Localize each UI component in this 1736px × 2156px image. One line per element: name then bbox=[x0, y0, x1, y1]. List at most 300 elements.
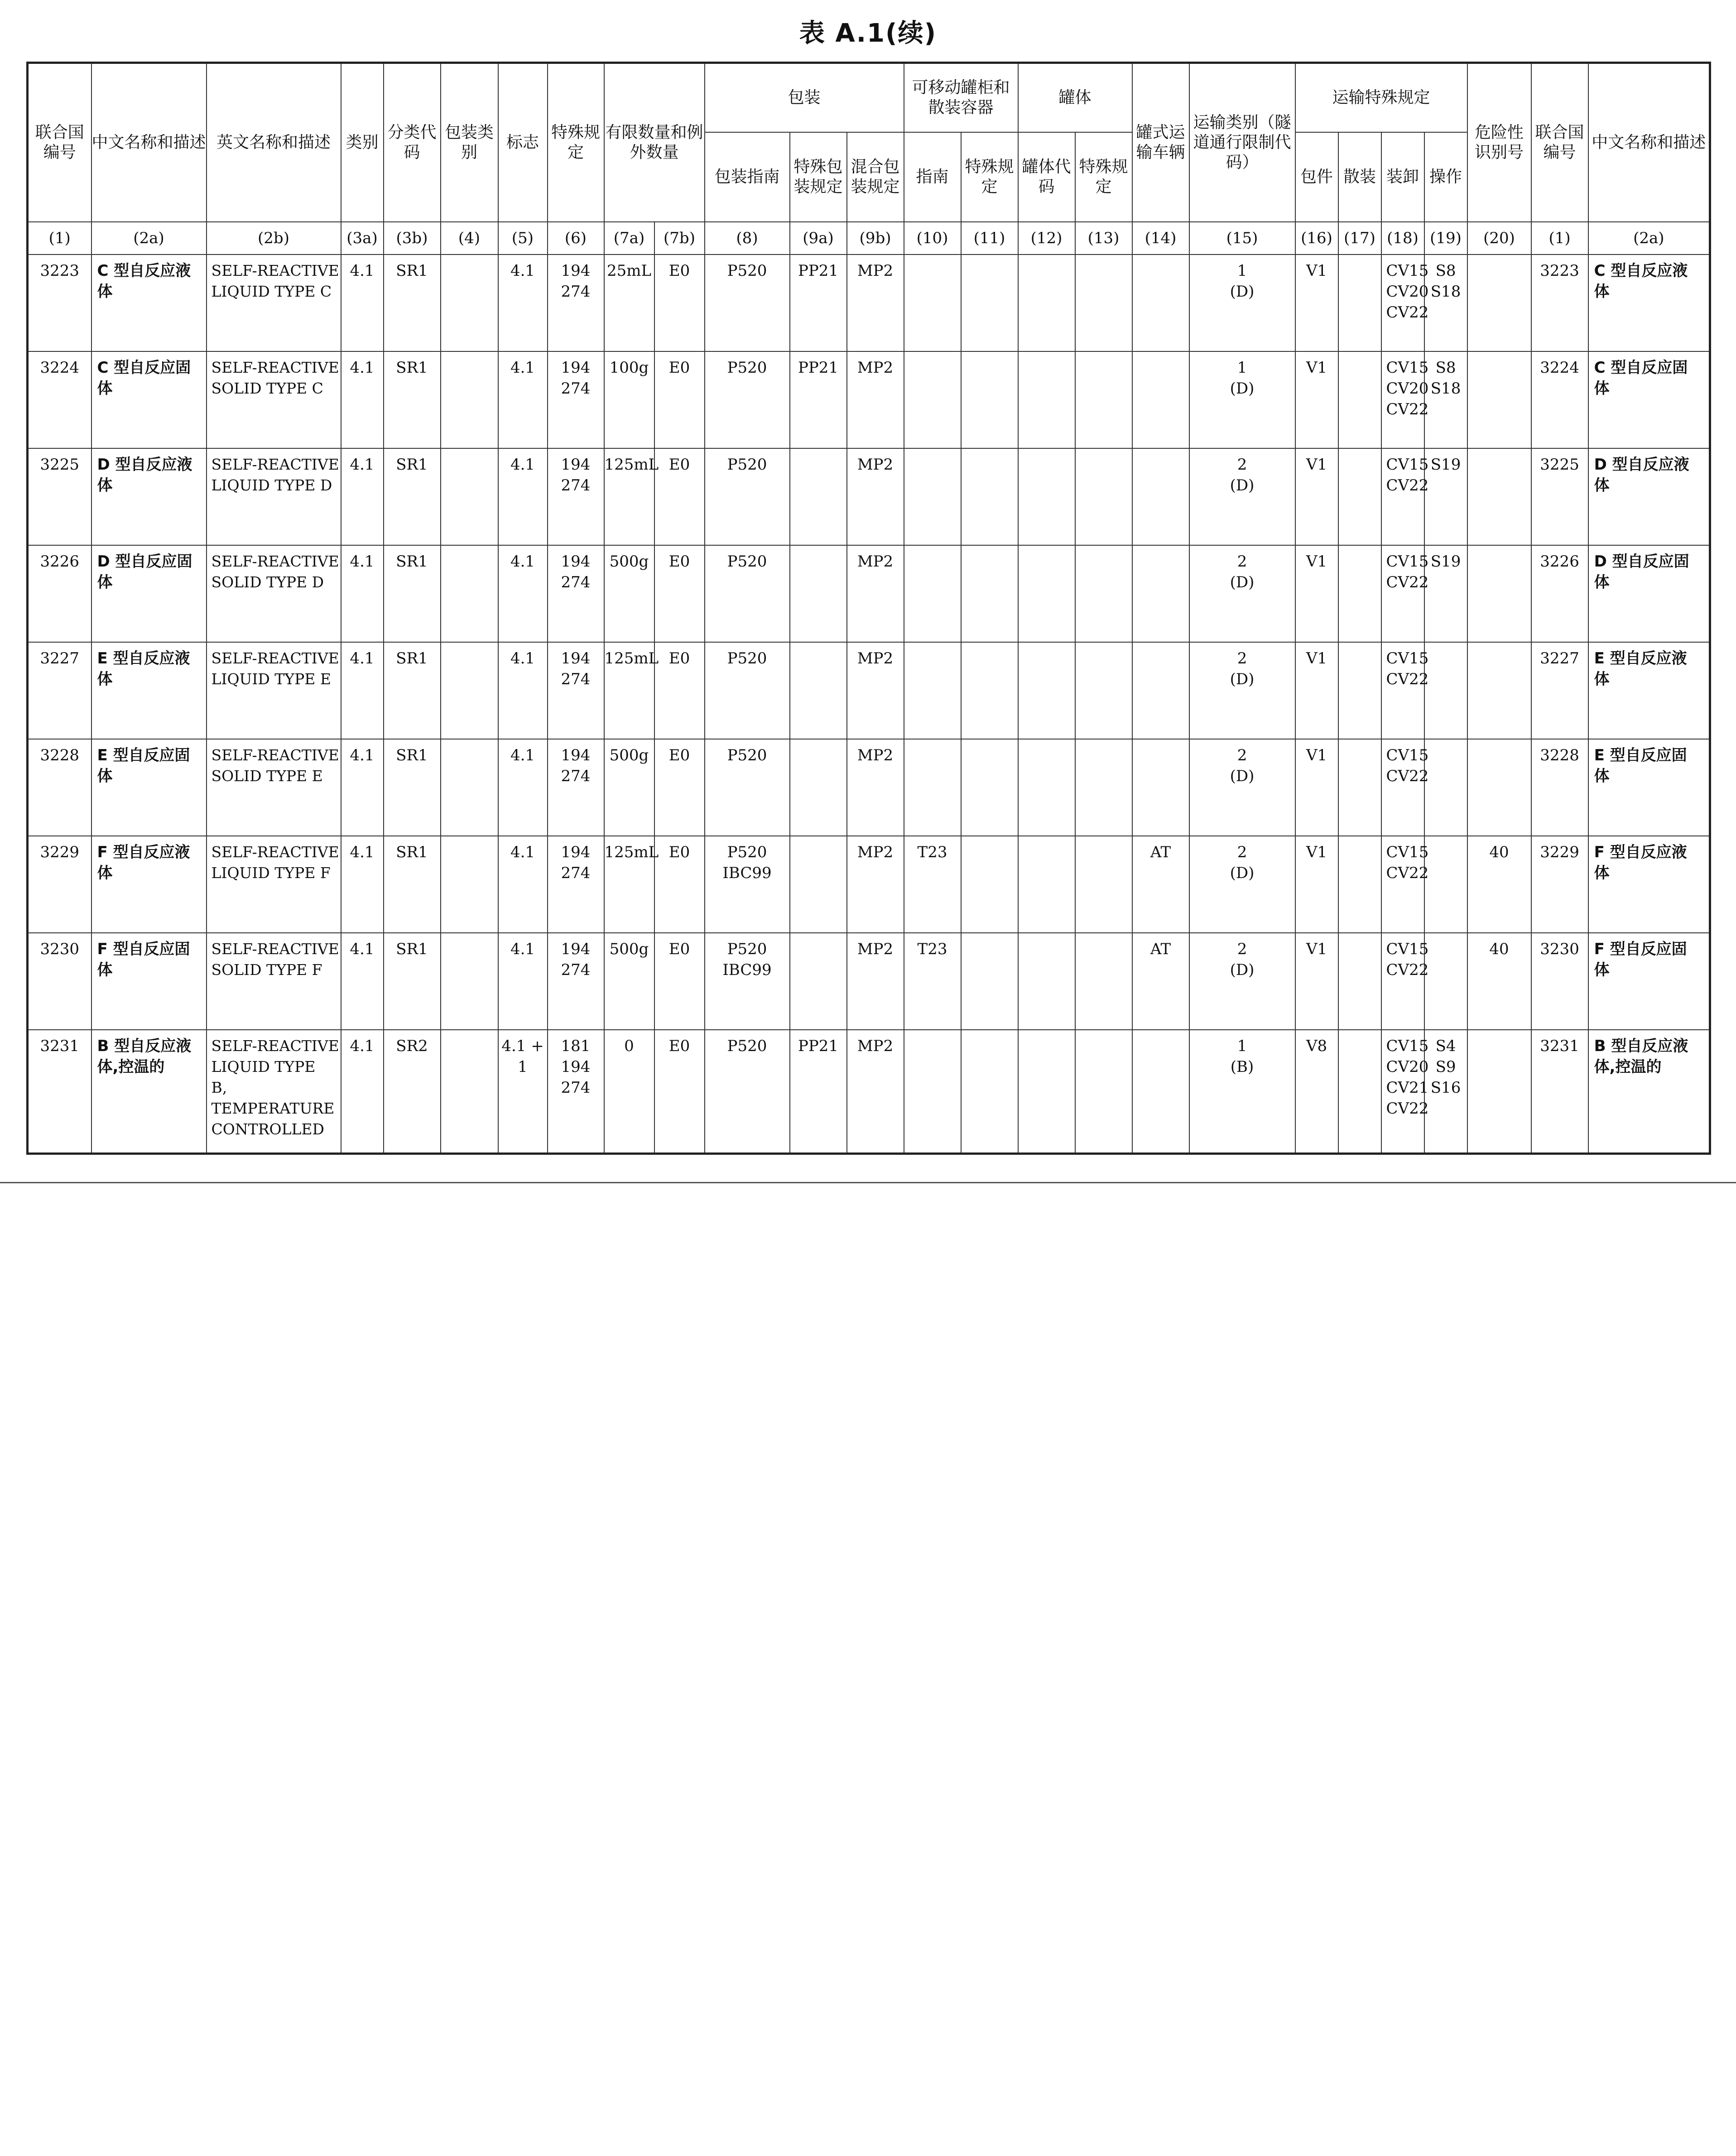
header-ts-operation: 操作 bbox=[1424, 132, 1467, 222]
special-provisions-cell bbox=[548, 933, 604, 1030]
name-en-cell bbox=[207, 448, 341, 545]
excepted-quantity-cell: E0 bbox=[654, 545, 705, 642]
cell-line: (D) bbox=[1230, 379, 1255, 398]
special-provisions-cell bbox=[548, 448, 604, 545]
cell-line: 4.1 bbox=[510, 359, 535, 377]
header-mixed-packing: 混合包装规定 bbox=[847, 132, 904, 222]
ts-bulk-cell bbox=[1338, 933, 1381, 1030]
cell-line: 2 bbox=[1237, 456, 1247, 474]
column-number: (1) bbox=[28, 222, 91, 254]
label-cell bbox=[498, 254, 548, 351]
special-provisions-cell bbox=[548, 545, 604, 642]
un-number-right-cell: 3228 bbox=[1531, 739, 1588, 836]
cell-line: B 型自反应液 bbox=[1594, 1037, 1688, 1055]
page-bottom-rule bbox=[0, 1182, 1736, 1183]
table-row bbox=[28, 933, 1710, 1030]
cell-line: LIQUID TYPE E bbox=[211, 670, 331, 688]
class-code-cell: SR1 bbox=[384, 545, 441, 642]
special-provisions-cell bbox=[548, 254, 604, 351]
packing-instruction-cell bbox=[705, 933, 790, 1030]
header-name-zh: 中文名称和描述 bbox=[91, 63, 207, 222]
header-pack-instructions: 包装指南 bbox=[705, 132, 790, 222]
tank-vehicle-cell bbox=[1132, 739, 1189, 836]
un-number-cell: 3231 bbox=[28, 1030, 91, 1154]
class-cell: 4.1 bbox=[341, 254, 384, 351]
cell-line: 274 bbox=[561, 283, 591, 301]
cell-line: P520 bbox=[727, 843, 767, 861]
cell-line: (D) bbox=[1230, 767, 1255, 785]
table-row bbox=[28, 739, 1710, 836]
un-number-right-cell: 3229 bbox=[1531, 836, 1588, 933]
cell-line: LIQUID TYPE F bbox=[211, 864, 331, 882]
excepted-quantity-cell: E0 bbox=[654, 642, 705, 739]
column-number: (11) bbox=[961, 222, 1018, 254]
header-packaging: 包装 bbox=[705, 63, 904, 133]
cell-line: CV22 bbox=[1386, 1100, 1429, 1118]
cell-line: CV15 bbox=[1386, 262, 1429, 280]
dangerous-goods-table bbox=[26, 62, 1711, 1155]
limited-quantity-cell: 125mL bbox=[604, 448, 654, 545]
name-en-cell bbox=[207, 739, 341, 836]
packing-group-cell bbox=[441, 545, 498, 642]
ts-operation-cell bbox=[1424, 933, 1467, 1030]
cell-line: S4 bbox=[1435, 1037, 1456, 1055]
ts-operation-cell bbox=[1424, 448, 1467, 545]
ts-package-cell: V1 bbox=[1295, 254, 1338, 351]
packing-group-cell bbox=[441, 836, 498, 933]
header-transport-special: 运输特殊规定 bbox=[1295, 63, 1467, 133]
table-row bbox=[28, 642, 1710, 739]
name-en-cell bbox=[207, 642, 341, 739]
hazard-id-cell bbox=[1467, 448, 1531, 545]
column-number: (12) bbox=[1018, 222, 1075, 254]
name-zh-right-cell bbox=[1588, 933, 1710, 1030]
portable-tank-special-cell bbox=[961, 545, 1018, 642]
portable-tank-special-cell bbox=[961, 1030, 1018, 1154]
name-zh-right-cell bbox=[1588, 836, 1710, 933]
column-number: (4) bbox=[441, 222, 498, 254]
transport-category-cell bbox=[1189, 351, 1295, 448]
header-tank-code: 罐体代码 bbox=[1018, 132, 1075, 222]
cell-line: LIQUID TYPE D bbox=[211, 476, 332, 494]
cell-line: 体 bbox=[97, 670, 113, 688]
cell-line: SELF-REACTIVE bbox=[211, 552, 339, 570]
transport-category-cell bbox=[1189, 933, 1295, 1030]
header-tank-vehicle: 罐式运输车辆 bbox=[1132, 63, 1189, 222]
portable-tank-special-cell bbox=[961, 351, 1018, 448]
mixed-packing-cell: MP2 bbox=[847, 739, 904, 836]
packing-instruction-cell bbox=[705, 642, 790, 739]
cell-line: LIQUID TYPE bbox=[211, 1058, 316, 1076]
cell-line: 体 bbox=[1594, 961, 1610, 979]
cell-line: 体 bbox=[1594, 379, 1610, 398]
header-ts-bulk: 散装 bbox=[1338, 132, 1381, 222]
cell-line: (D) bbox=[1230, 573, 1255, 591]
cell-line: SELF-REACTIVE bbox=[211, 1037, 339, 1055]
cell-line: SOLID TYPE C bbox=[211, 379, 323, 397]
cell-line: P520 bbox=[727, 552, 767, 571]
cell-line: 体 bbox=[97, 573, 113, 591]
cell-line: CV15 bbox=[1386, 940, 1429, 958]
cell-line: 274 bbox=[561, 961, 591, 979]
table-row bbox=[28, 351, 1710, 448]
cell-line: S18 bbox=[1430, 283, 1461, 301]
cell-line: F 型自反应液 bbox=[97, 843, 190, 861]
packing-instruction-cell bbox=[705, 254, 790, 351]
cell-line: 1 bbox=[1237, 1037, 1247, 1055]
cell-line: 4.1 bbox=[510, 746, 535, 764]
header-name-zh-right: 中文名称和描述 bbox=[1588, 63, 1710, 222]
column-number: (3a) bbox=[341, 222, 384, 254]
cell-line: CV15 bbox=[1386, 456, 1429, 474]
portable-tank-special-cell bbox=[961, 448, 1018, 545]
ts-operation-cell bbox=[1424, 642, 1467, 739]
class-cell: 4.1 bbox=[341, 739, 384, 836]
special-packing-cell: PP21 bbox=[790, 1030, 847, 1154]
transport-category-cell bbox=[1189, 254, 1295, 351]
cell-line: SOLID TYPE D bbox=[211, 573, 324, 591]
class-cell: 4.1 bbox=[341, 448, 384, 545]
excepted-quantity-cell: E0 bbox=[654, 351, 705, 448]
tank-vehicle-cell bbox=[1132, 351, 1189, 448]
class-code-cell: SR1 bbox=[384, 933, 441, 1030]
un-number-cell: 3229 bbox=[28, 836, 91, 933]
cell-line: CV21 bbox=[1386, 1079, 1429, 1097]
limited-quantity-cell: 125mL bbox=[604, 836, 654, 933]
cell-line: 体 bbox=[1594, 476, 1610, 495]
cell-line: S19 bbox=[1430, 552, 1461, 571]
ts-bulk-cell bbox=[1338, 351, 1381, 448]
tank-code-cell bbox=[1018, 545, 1075, 642]
packing-instruction-cell bbox=[705, 739, 790, 836]
class-code-cell: SR1 bbox=[384, 739, 441, 836]
ts-loading-cell bbox=[1381, 254, 1429, 351]
un-number-right-cell: 3225 bbox=[1531, 448, 1588, 545]
column-number: (18) bbox=[1381, 222, 1424, 254]
column-number: (2a) bbox=[1588, 222, 1710, 254]
column-number: (19) bbox=[1424, 222, 1467, 254]
header-tank-special: 特殊规定 bbox=[1075, 132, 1132, 222]
column-number: (6) bbox=[548, 222, 604, 254]
tank-code-cell bbox=[1018, 836, 1075, 933]
class-cell: 4.1 bbox=[341, 351, 384, 448]
cell-line: D 型自反应固 bbox=[1594, 552, 1689, 571]
cell-line: 2 bbox=[1237, 552, 1247, 571]
cell-line: 194 bbox=[561, 359, 591, 377]
cell-line: P520 bbox=[727, 649, 767, 667]
cell-line: S18 bbox=[1430, 379, 1461, 398]
portable-tank-special-cell bbox=[961, 254, 1018, 351]
ts-loading-cell bbox=[1381, 448, 1429, 545]
header-class-code: 分类代码 bbox=[384, 63, 441, 222]
excepted-quantity-cell: E0 bbox=[654, 1030, 705, 1154]
mixed-packing-cell: MP2 bbox=[847, 254, 904, 351]
un-number-right-cell: 3223 bbox=[1531, 254, 1588, 351]
cell-line: (D) bbox=[1230, 476, 1255, 495]
cell-line: (D) bbox=[1230, 670, 1255, 688]
cell-line: C 型自反应固 bbox=[1594, 359, 1688, 377]
table-row bbox=[28, 836, 1710, 933]
ts-loading-cell bbox=[1381, 1030, 1429, 1154]
mixed-packing-cell: MP2 bbox=[847, 448, 904, 545]
excepted-quantity-cell: E0 bbox=[654, 448, 705, 545]
ts-bulk-cell bbox=[1338, 1030, 1381, 1154]
cell-line: 4.1 bbox=[510, 262, 535, 280]
portable-tank-instruction-cell bbox=[904, 254, 961, 351]
transport-category-cell bbox=[1189, 642, 1295, 739]
special-provisions-cell bbox=[548, 1030, 604, 1154]
label-cell bbox=[498, 739, 548, 836]
cell-line: CV22 bbox=[1386, 670, 1429, 688]
tank-vehicle-cell bbox=[1132, 1030, 1189, 1154]
cell-line: 4.1 bbox=[510, 552, 535, 571]
un-number-cell: 3225 bbox=[28, 448, 91, 545]
cell-line: 194 bbox=[561, 940, 591, 958]
un-number-cell: 3226 bbox=[28, 545, 91, 642]
cell-line: 体 bbox=[1594, 283, 1610, 301]
portable-tank-instruction-cell bbox=[904, 642, 961, 739]
ts-operation-cell bbox=[1424, 739, 1467, 836]
cell-line: P520 bbox=[727, 262, 767, 280]
cell-line: 274 bbox=[561, 1079, 591, 1097]
limited-quantity-cell: 500g bbox=[604, 545, 654, 642]
label-cell bbox=[498, 933, 548, 1030]
column-number: (5) bbox=[498, 222, 548, 254]
un-number-cell: 3224 bbox=[28, 351, 91, 448]
cell-line: 体 bbox=[1594, 864, 1610, 882]
portable-tank-instruction-cell bbox=[904, 739, 961, 836]
special-provisions-cell bbox=[548, 739, 604, 836]
name-zh-cell bbox=[91, 642, 207, 739]
special-packing-cell bbox=[790, 739, 847, 836]
ts-operation-cell bbox=[1424, 254, 1467, 351]
column-number: (3b) bbox=[384, 222, 441, 254]
ts-package-cell: V1 bbox=[1295, 448, 1338, 545]
ts-bulk-cell bbox=[1338, 836, 1381, 933]
class-cell: 4.1 bbox=[341, 545, 384, 642]
hazard-id-cell: 40 bbox=[1467, 836, 1531, 933]
column-number: (7b) bbox=[654, 222, 705, 254]
cell-line: C 型自反应液 bbox=[1594, 262, 1688, 280]
class-code-cell: SR1 bbox=[384, 351, 441, 448]
column-number: (15) bbox=[1189, 222, 1295, 254]
ts-package-cell: V1 bbox=[1295, 642, 1338, 739]
mixed-packing-cell: MP2 bbox=[847, 351, 904, 448]
cell-line: D 型自反应液 bbox=[1594, 456, 1689, 474]
label-cell bbox=[498, 448, 548, 545]
header-transport-category: 运输类别（隧道通行限制代码） bbox=[1189, 63, 1295, 222]
tank-vehicle-cell bbox=[1132, 545, 1189, 642]
tank-special-cell bbox=[1075, 448, 1132, 545]
column-number: (14) bbox=[1132, 222, 1189, 254]
un-number-cell: 3230 bbox=[28, 933, 91, 1030]
cell-line: 2 bbox=[1237, 746, 1247, 764]
cell-line: 体 bbox=[97, 476, 113, 495]
transport-category-cell bbox=[1189, 739, 1295, 836]
special-packing-cell bbox=[790, 836, 847, 933]
class-code-cell: SR1 bbox=[384, 448, 441, 545]
cell-line: F 型自反应液 bbox=[1594, 843, 1687, 861]
hazard-id-cell bbox=[1467, 739, 1531, 836]
class-cell: 4.1 bbox=[341, 1030, 384, 1154]
cell-line: S19 bbox=[1430, 456, 1461, 474]
portable-tank-special-cell bbox=[961, 739, 1018, 836]
name-en-cell bbox=[207, 836, 341, 933]
un-number-right-cell: 3231 bbox=[1531, 1030, 1588, 1154]
cell-line: 1 bbox=[1237, 359, 1247, 377]
hazard-id-cell bbox=[1467, 545, 1531, 642]
limited-quantity-cell: 25mL bbox=[604, 254, 654, 351]
transport-category-cell bbox=[1189, 836, 1295, 933]
cell-line: E 型自反应固 bbox=[1594, 746, 1687, 764]
column-number: (8) bbox=[705, 222, 790, 254]
portable-tank-instruction-cell bbox=[904, 448, 961, 545]
column-number: (20) bbox=[1467, 222, 1531, 254]
mixed-packing-cell: MP2 bbox=[847, 933, 904, 1030]
column-number: (1) bbox=[1531, 222, 1588, 254]
portable-tank-special-cell bbox=[961, 642, 1018, 739]
cell-line: CV22 bbox=[1386, 961, 1429, 979]
cell-line: (D) bbox=[1230, 864, 1255, 882]
cell-line: SOLID TYPE F bbox=[211, 961, 322, 979]
tank-code-cell bbox=[1018, 933, 1075, 1030]
name-zh-right-cell bbox=[1588, 545, 1710, 642]
tank-code-cell bbox=[1018, 448, 1075, 545]
limited-quantity-cell: 125mL bbox=[604, 642, 654, 739]
name-zh-cell bbox=[91, 1030, 207, 1154]
ts-operation-cell bbox=[1424, 351, 1467, 448]
ts-bulk-cell bbox=[1338, 254, 1381, 351]
cell-line: CV22 bbox=[1386, 864, 1429, 882]
ts-bulk-cell bbox=[1338, 739, 1381, 836]
ts-bulk-cell bbox=[1338, 642, 1381, 739]
packing-instruction-cell bbox=[705, 836, 790, 933]
cell-line: CV20 bbox=[1386, 283, 1429, 301]
cell-line: P520 bbox=[727, 940, 767, 958]
header-packing-group: 包装类别 bbox=[441, 63, 498, 222]
un-number-right-cell: 3226 bbox=[1531, 545, 1588, 642]
ts-loading-cell bbox=[1381, 933, 1429, 1030]
column-number: (16) bbox=[1295, 222, 1338, 254]
cell-line: E 型自反应固 bbox=[97, 746, 190, 764]
tank-special-cell bbox=[1075, 545, 1132, 642]
ts-package-cell: V1 bbox=[1295, 836, 1338, 933]
cell-line: B 型自反应液 bbox=[97, 1037, 192, 1055]
ts-package-cell: V8 bbox=[1295, 1030, 1338, 1154]
excepted-quantity-cell: E0 bbox=[654, 254, 705, 351]
cell-line: CV15 bbox=[1386, 649, 1429, 667]
name-zh-cell bbox=[91, 448, 207, 545]
table-row bbox=[28, 254, 1710, 351]
name-en-cell bbox=[207, 254, 341, 351]
cell-line: 4.1 bbox=[510, 940, 535, 958]
ts-operation-cell bbox=[1424, 836, 1467, 933]
class-code-cell: SR1 bbox=[384, 642, 441, 739]
header-ts-loading: 装卸 bbox=[1381, 132, 1424, 222]
column-number: (9a) bbox=[790, 222, 847, 254]
column-number: (2b) bbox=[207, 222, 341, 254]
cell-line: SELF-REACTIVE bbox=[211, 262, 339, 279]
packing-group-cell bbox=[441, 254, 498, 351]
tank-code-cell bbox=[1018, 254, 1075, 351]
name-zh-cell bbox=[91, 351, 207, 448]
class-code-cell: SR2 bbox=[384, 1030, 441, 1154]
label-cell bbox=[498, 642, 548, 739]
header-special-provisions: 特殊规定 bbox=[548, 63, 604, 222]
cell-line: 体 bbox=[1594, 573, 1610, 591]
cell-line: 体,控温的 bbox=[97, 1058, 165, 1076]
cell-line: SELF-REACTIVE bbox=[211, 456, 339, 473]
cell-line: 体 bbox=[97, 767, 113, 785]
cell-line: CV15 bbox=[1386, 843, 1429, 861]
cell-line: 体 bbox=[1594, 767, 1610, 785]
tank-special-cell bbox=[1075, 254, 1132, 351]
special-provisions-cell bbox=[548, 642, 604, 739]
cell-line: S9 bbox=[1435, 1058, 1456, 1076]
excepted-quantity-cell: E0 bbox=[654, 933, 705, 1030]
excepted-quantity-cell: E0 bbox=[654, 739, 705, 836]
name-zh-right-cell bbox=[1588, 254, 1710, 351]
column-number: (13) bbox=[1075, 222, 1132, 254]
table-body bbox=[28, 254, 1710, 1154]
column-number: (2a) bbox=[91, 222, 207, 254]
transport-category-cell bbox=[1189, 448, 1295, 545]
tank-special-cell bbox=[1075, 1030, 1132, 1154]
label-cell bbox=[498, 1030, 548, 1154]
cell-line: S8 bbox=[1435, 359, 1456, 377]
packing-group-cell bbox=[441, 933, 498, 1030]
cell-line: 4.1 bbox=[510, 843, 535, 861]
ts-loading-cell bbox=[1381, 739, 1429, 836]
name-zh-right-cell bbox=[1588, 1030, 1710, 1154]
cell-line: CV15 bbox=[1386, 359, 1429, 377]
cell-line: C 型自反应液 bbox=[97, 262, 191, 280]
portable-tank-instruction-cell: T23 bbox=[904, 836, 961, 933]
mixed-packing-cell: MP2 bbox=[847, 836, 904, 933]
cell-line: SELF-REACTIVE bbox=[211, 746, 339, 764]
ts-package-cell: V1 bbox=[1295, 351, 1338, 448]
hazard-id-cell bbox=[1467, 1030, 1531, 1154]
cell-line: E 型自反应液 bbox=[97, 649, 190, 667]
name-zh-right-cell bbox=[1588, 351, 1710, 448]
name-zh-cell bbox=[91, 739, 207, 836]
name-en-cell bbox=[207, 351, 341, 448]
cell-line: CV22 bbox=[1386, 767, 1429, 785]
limited-quantity-cell: 500g bbox=[604, 933, 654, 1030]
cell-line: C 型自反应固 bbox=[97, 359, 191, 377]
header-ts-package: 包件 bbox=[1295, 132, 1338, 222]
cell-line: 体 bbox=[1594, 670, 1610, 688]
hazard-id-cell bbox=[1467, 642, 1531, 739]
cell-line: CV22 bbox=[1386, 303, 1429, 322]
packing-instruction-cell bbox=[705, 1030, 790, 1154]
portable-tank-instruction-cell: T23 bbox=[904, 933, 961, 1030]
column-number: (10) bbox=[904, 222, 961, 254]
cell-line: IBC99 bbox=[722, 864, 772, 882]
hazard-id-cell bbox=[1467, 351, 1531, 448]
class-cell: 4.1 bbox=[341, 642, 384, 739]
class-code-cell: SR1 bbox=[384, 836, 441, 933]
tank-vehicle-cell bbox=[1132, 448, 1189, 545]
cell-line: 2 bbox=[1237, 940, 1247, 958]
packing-group-cell bbox=[441, 1030, 498, 1154]
label-cell bbox=[498, 836, 548, 933]
column-number: (17) bbox=[1338, 222, 1381, 254]
transport-category-cell bbox=[1189, 1030, 1295, 1154]
name-en-cell bbox=[207, 933, 341, 1030]
special-packing-cell: PP21 bbox=[790, 351, 847, 448]
cell-line: IBC99 bbox=[722, 961, 772, 979]
